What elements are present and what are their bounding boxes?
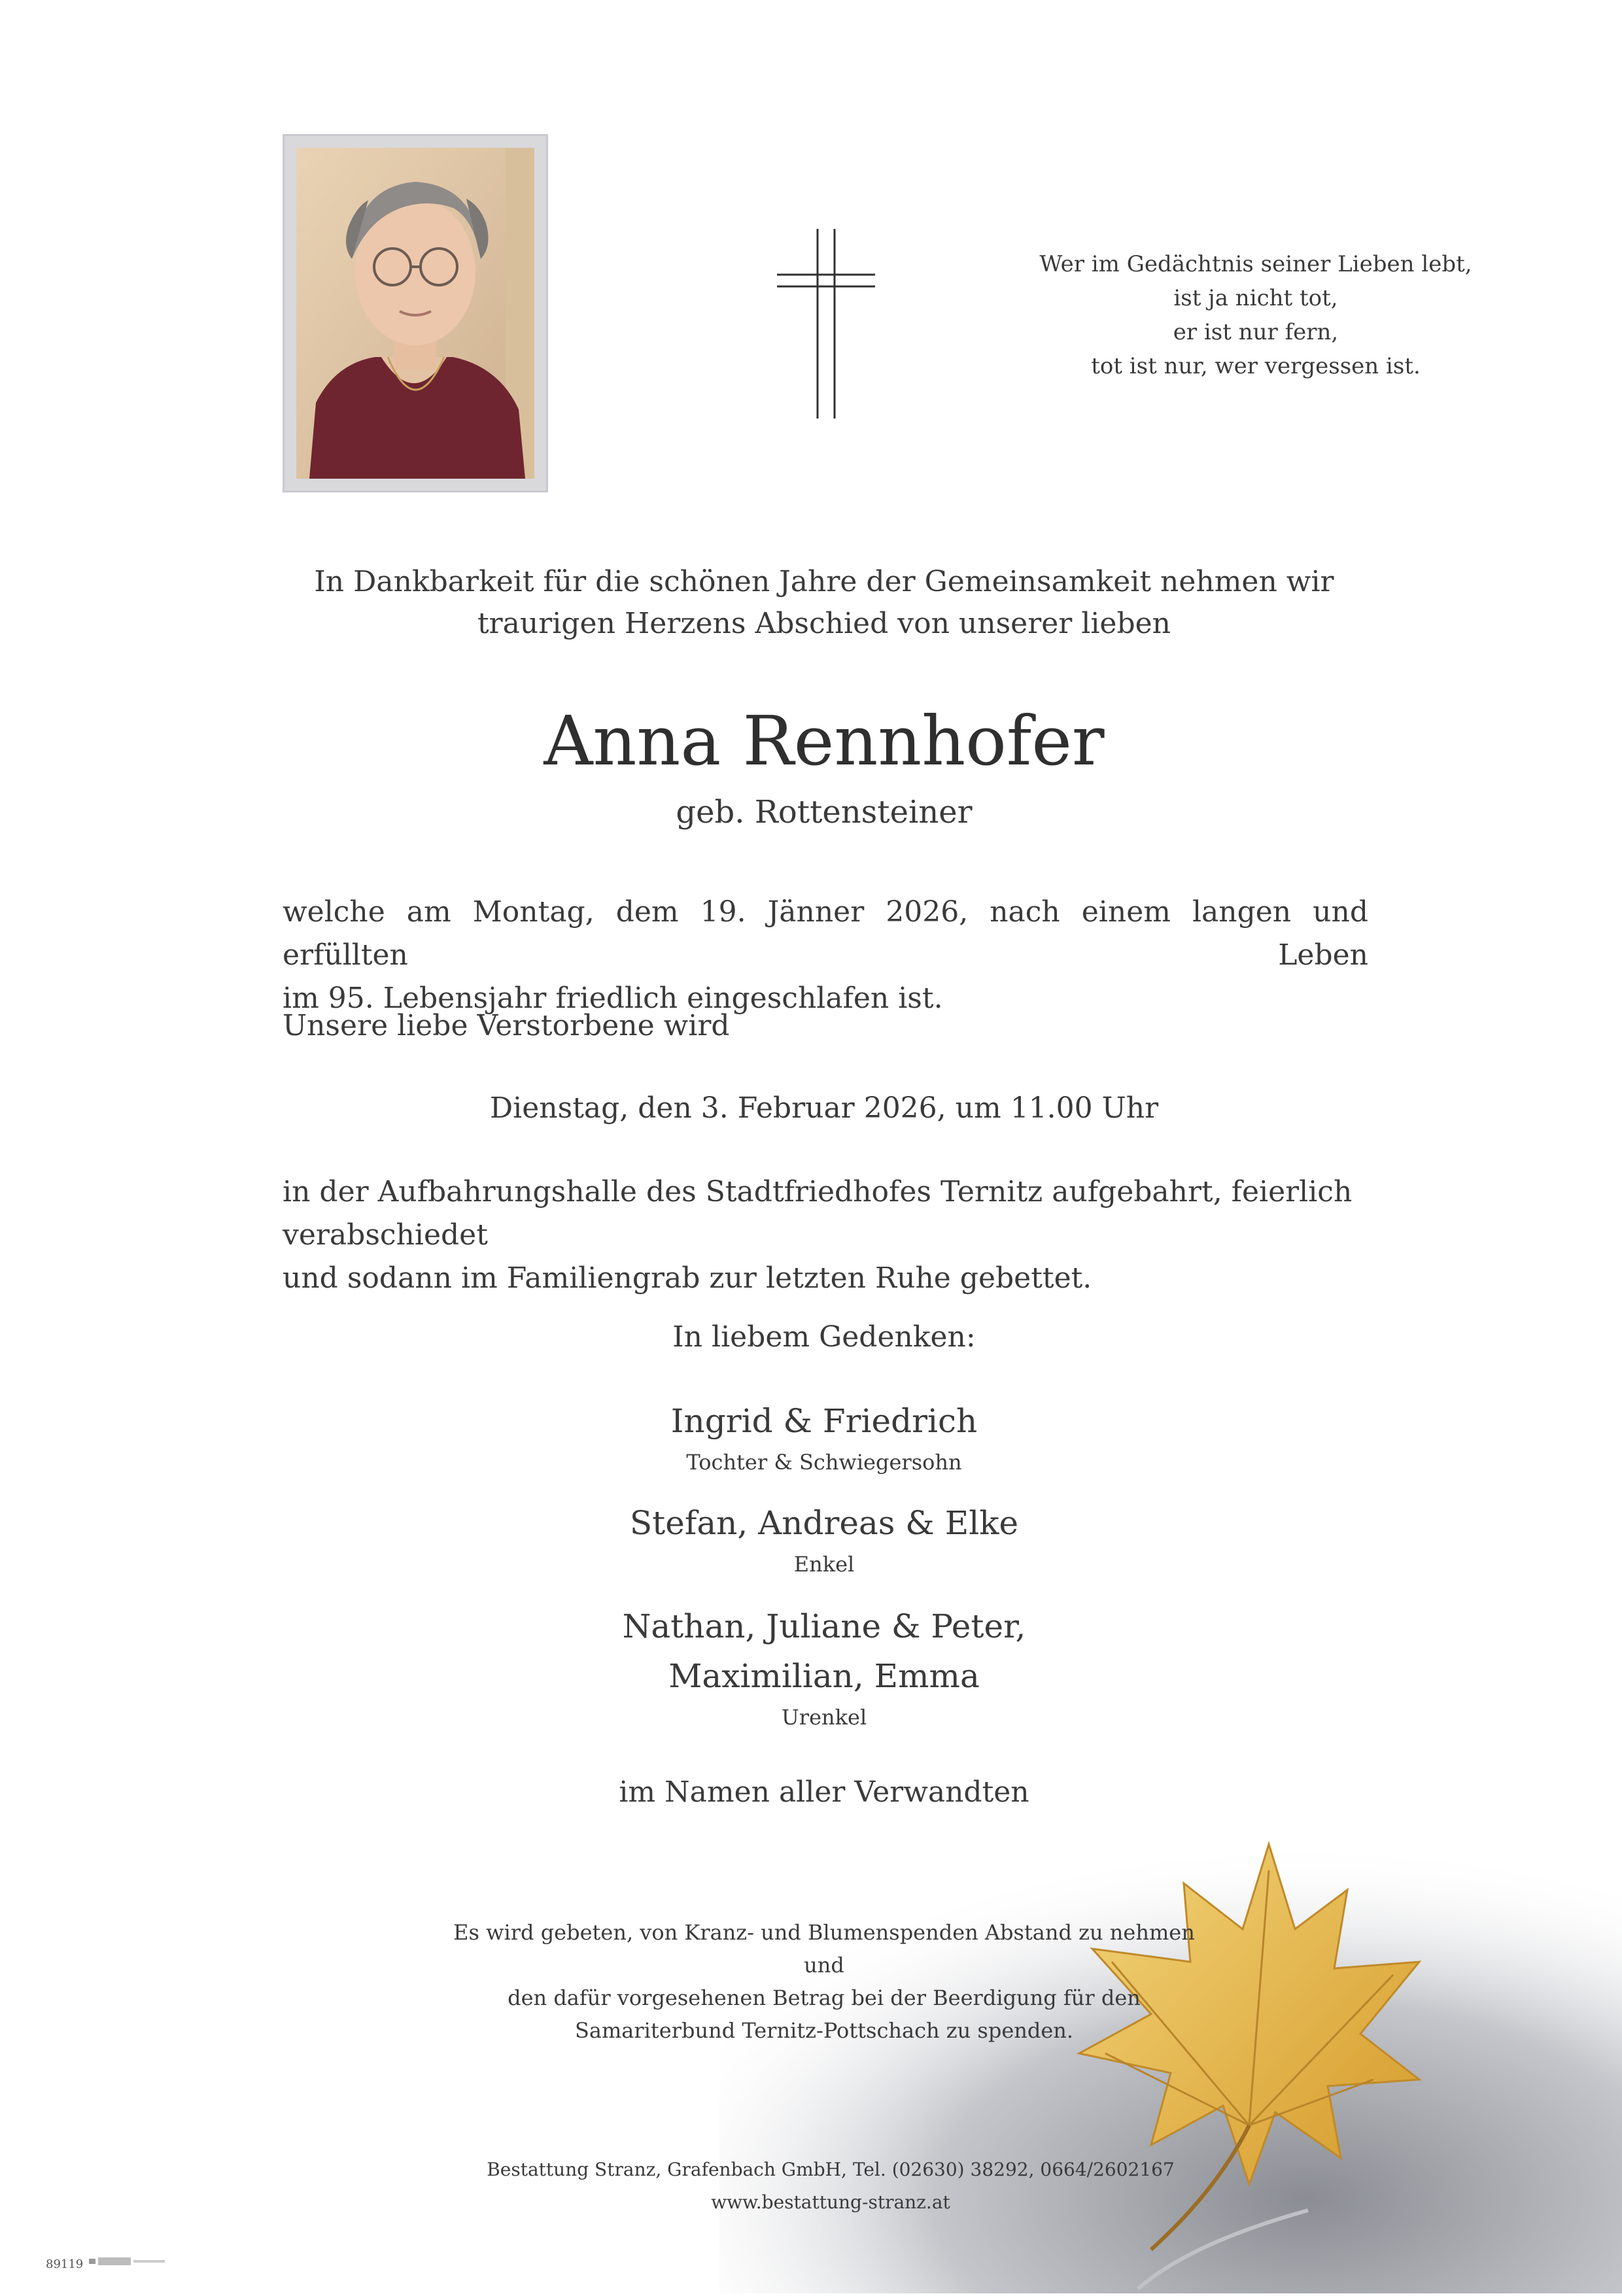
ceremony-line: und sodann im Familiengrab zur letzten Ruhe gebettet. — [283, 1261, 1092, 1295]
death-notice-line: welche am Montag, dem 19. Jänner 2026, nach einem langen und erfüllten Leben — [283, 895, 1368, 972]
on-behalf-text: im Namen aller Verwandten — [619, 1775, 1029, 1809]
mourner-names: Stefan, Andreas & Elke — [629, 1504, 1019, 1542]
verse-line: er ist nur fern, — [1173, 319, 1339, 345]
funeral-home-contact: Bestattung Stranz, Grafenbach GmbH, Tel. (02630) 38292, 0664/2602167 — [487, 2159, 1175, 2180]
memory-heading: In liebem Gedenken: — [672, 1320, 976, 1354]
mourner-names: Ingrid & Friedrich — [670, 1402, 978, 1440]
intro-text — [249, 561, 1400, 645]
cross-icon — [777, 229, 875, 419]
donation-line: Samariterbund Ternitz-Pottschach zu spenden. — [574, 2018, 1074, 2043]
intro-line: In Dankbarkeit für die schönen Jahre der Gemeinsamkeit nehmen wir — [314, 565, 1334, 598]
mourner-names: Maximilian, Emma — [668, 1657, 980, 1695]
death-notice — [283, 891, 1368, 1020]
maple-leaf-image — [719, 1818, 1622, 2293]
funeral-date: Dienstag, den 3. Februar 2026, um 11.00 Uhr — [489, 1091, 1159, 1125]
document-code: 89119 — [46, 2257, 84, 2271]
death-notice-line: im 95. Lebensjahr friedlich eingeschlafen ist. — [283, 982, 943, 1015]
funeral-home-website[interactable]: www.bestattung-stranz.at — [711, 2191, 950, 2213]
donation-request — [445, 1916, 1203, 2047]
donation-line: den dafür vorgesehenen Betrag bei der Beerdigung für den — [508, 1985, 1141, 2010]
verse-line: Wer im Gedächtnis seiner Lieben lebt, — [1039, 251, 1472, 277]
verse-line: ist ja nicht tot, — [1173, 285, 1338, 311]
birth-name: geb. Rottensteiner — [676, 794, 973, 831]
ceremony-text — [283, 1171, 1368, 1300]
portrait-photo — [283, 134, 548, 492]
deceased-name: Anna Rennhofer — [544, 701, 1105, 781]
printer-logo-icon — [89, 2255, 167, 2268]
verse-line: tot ist nur, wer vergessen ist. — [1091, 353, 1421, 379]
ceremony-line: in der Aufbahrungshalle des Stadtfriedhofes Ternitz aufgebahrt, feierlich verabschiedet — [283, 1175, 1353, 1252]
lead-text: Unsere liebe Verstorbene wird — [283, 1009, 730, 1042]
donation-line: Es wird gebeten, von Kranz- und Blumenspenden Abstand zu nehmen und — [453, 1920, 1195, 1978]
mourner-role: Urenkel — [781, 1705, 867, 1730]
intro-line: traurigen Herzens Abschied von unserer lieben — [477, 607, 1171, 640]
portrait-image — [296, 148, 534, 479]
mourner-role: Tochter & Schwiegersohn — [686, 1450, 962, 1475]
memorial-verse — [1001, 247, 1511, 383]
mourner-role: Enkel — [793, 1552, 855, 1577]
mourner-names: Nathan, Juliane & Peter, — [622, 1607, 1026, 1645]
